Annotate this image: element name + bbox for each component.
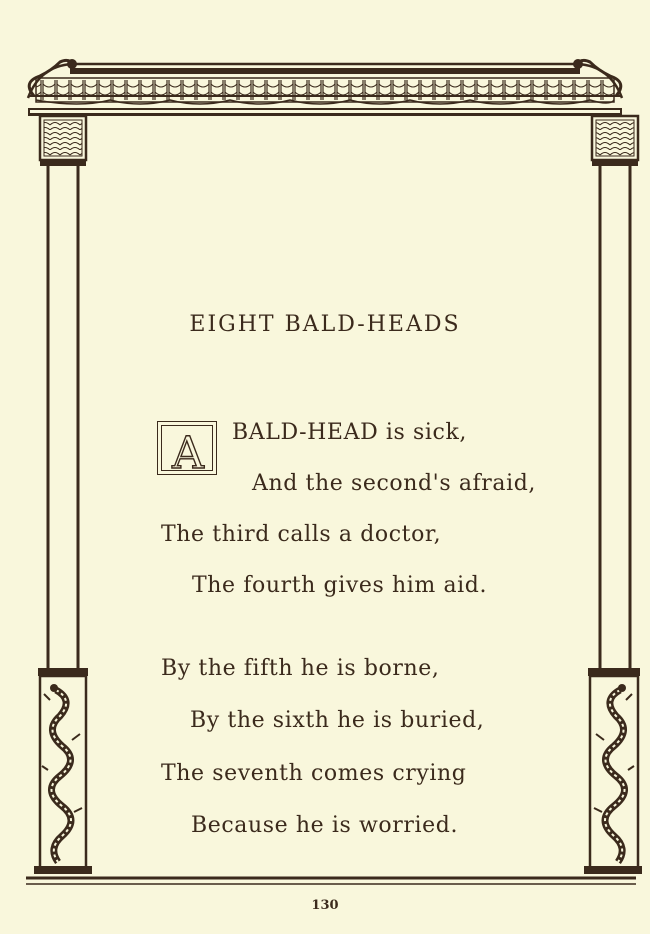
poem-line-4: The fourth gives him aid. xyxy=(192,573,488,598)
right-pillar xyxy=(584,116,642,874)
poem-title: EIGHT BALD-HEADS xyxy=(189,312,461,337)
left-pillar xyxy=(34,116,92,874)
page-number: 130 xyxy=(311,898,339,913)
poem-line-2: And the second's afraid, xyxy=(252,471,537,496)
poem-line-6: By the sixth he is buried, xyxy=(190,708,485,733)
ground-line xyxy=(26,878,636,884)
drop-cap-letter: A xyxy=(172,428,204,476)
roof xyxy=(28,59,622,104)
poem-line-8: Because he is worried. xyxy=(191,813,459,838)
drop-cap xyxy=(157,421,217,475)
poem-line-1: BALD-HEAD is sick, xyxy=(232,420,468,445)
poem-line-7: The seventh comes crying xyxy=(161,761,467,786)
poem-line-5: By the fifth he is borne, xyxy=(161,656,440,681)
poem-line-3: The third calls a doctor, xyxy=(161,522,442,547)
beam xyxy=(28,108,622,116)
